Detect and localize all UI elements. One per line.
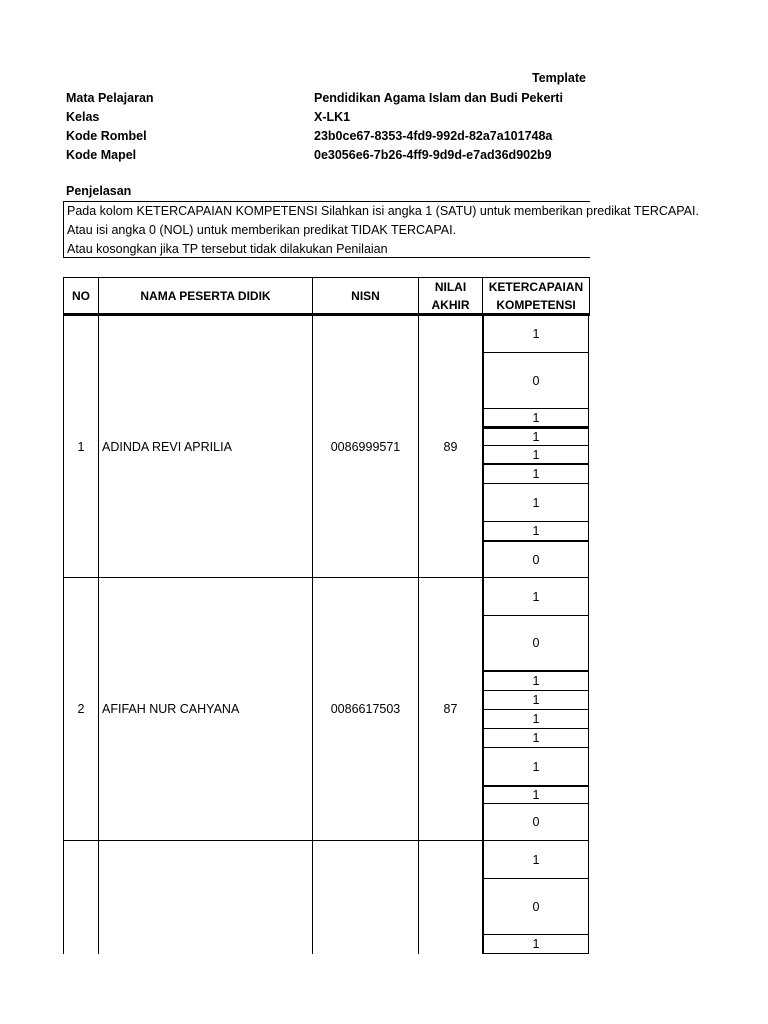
mapel-value: Pendidikan Agama Islam dan Budi Pekerti [314,91,563,105]
row-3-nama [98,840,313,954]
row-2-kompetensi-2[interactable]: 0 [483,615,589,672]
template-label: Template [532,71,586,85]
row-2-kompetensi-4[interactable]: 1 [483,690,589,710]
row-1-nilai: 89 [418,315,483,578]
kodemapel-label: Kode Mapel [66,148,137,162]
penjelasan-box [63,201,699,258]
penjelasan-line-3: Atau kosongkan jika TP tersebut tidak dilakukan Penilaian [67,242,388,256]
row-1-kompetensi-2[interactable]: 0 [483,352,589,409]
row-1-kompetensi-8[interactable]: 1 [483,521,589,541]
row-1-kompetensi-4[interactable]: 1 [483,427,589,446]
penjelasan-heading: Penjelasan [66,184,132,198]
header-nama: NAMA PESERTA DIDIK [98,277,313,315]
row-3-kompetensi-3[interactable]: 1 [483,934,589,954]
row-2-nama: AFIFAH NUR CAHYANA [98,577,313,841]
row-3-no [63,840,99,954]
row-2-kompetensi-3[interactable]: 1 [483,671,589,691]
header-nisn: NISN [312,277,419,315]
row-2-kompetensi-5[interactable]: 1 [483,709,589,729]
row-1-kompetensi-5[interactable]: 1 [483,445,589,464]
header-ketercapaian: KETERCAPAIAN KOMPETENSI [482,277,590,315]
kodemapel-value: 0e3056e6-7b26-4ff9-9d9d-e7ad36d902b9 [314,148,552,162]
row-1-kompetensi-1[interactable]: 1 [483,315,589,353]
row-1-nama: ADINDA REVI APRILIA [98,315,313,578]
row-1-kompetensi-9[interactable]: 0 [483,540,589,578]
header-nilai-akhir: NILAI AKHIR [418,277,483,315]
row-2-nisn: 0086617503 [312,577,419,841]
row-1-nisn: 0086999571 [312,315,419,578]
header-no: NO [63,277,99,315]
row-3-nilai [418,840,483,954]
row-2-kompetensi-7[interactable]: 1 [483,747,589,786]
penjelasan-line-2: Atau isi angka 0 (NOL) untuk memberikan predikat TIDAK TERCAPAI. [67,223,457,237]
kelas-value: X-LK1 [314,110,351,124]
row-1-kompetensi-7[interactable]: 1 [483,483,589,522]
row-2-kompetensi-8[interactable]: 1 [483,785,589,804]
row-2-no: 2 [63,577,99,841]
row-2-nilai: 87 [418,577,483,841]
kelas-label: Kelas [66,110,100,124]
row-1-kompetensi-3[interactable]: 1 [483,408,589,427]
row-3-nisn [312,840,419,954]
row-2-kompetensi-6[interactable]: 1 [483,728,589,748]
row-2-kompetensi-9[interactable]: 0 [483,803,589,841]
row-3-kompetensi-2[interactable]: 0 [483,878,589,935]
row-3-kompetensi-1[interactable]: 1 [483,840,589,879]
rombel-value: 23b0ce67-8353-4fd9-992d-82a7a101748a [314,129,553,143]
row-2-kompetensi-1[interactable]: 1 [483,577,589,616]
row-1-no: 1 [63,315,99,578]
penjelasan-line-1: Pada kolom KETERCAPAIAN KOMPETENSI Silahkan isi angka 1 (SATU) untuk memberikan predikat TERCAPAI. [67,204,699,218]
row-1-kompetensi-6[interactable]: 1 [483,464,589,484]
rombel-label: Kode Rombel [66,129,147,143]
mapel-label: Mata Pelajaran [66,91,154,105]
